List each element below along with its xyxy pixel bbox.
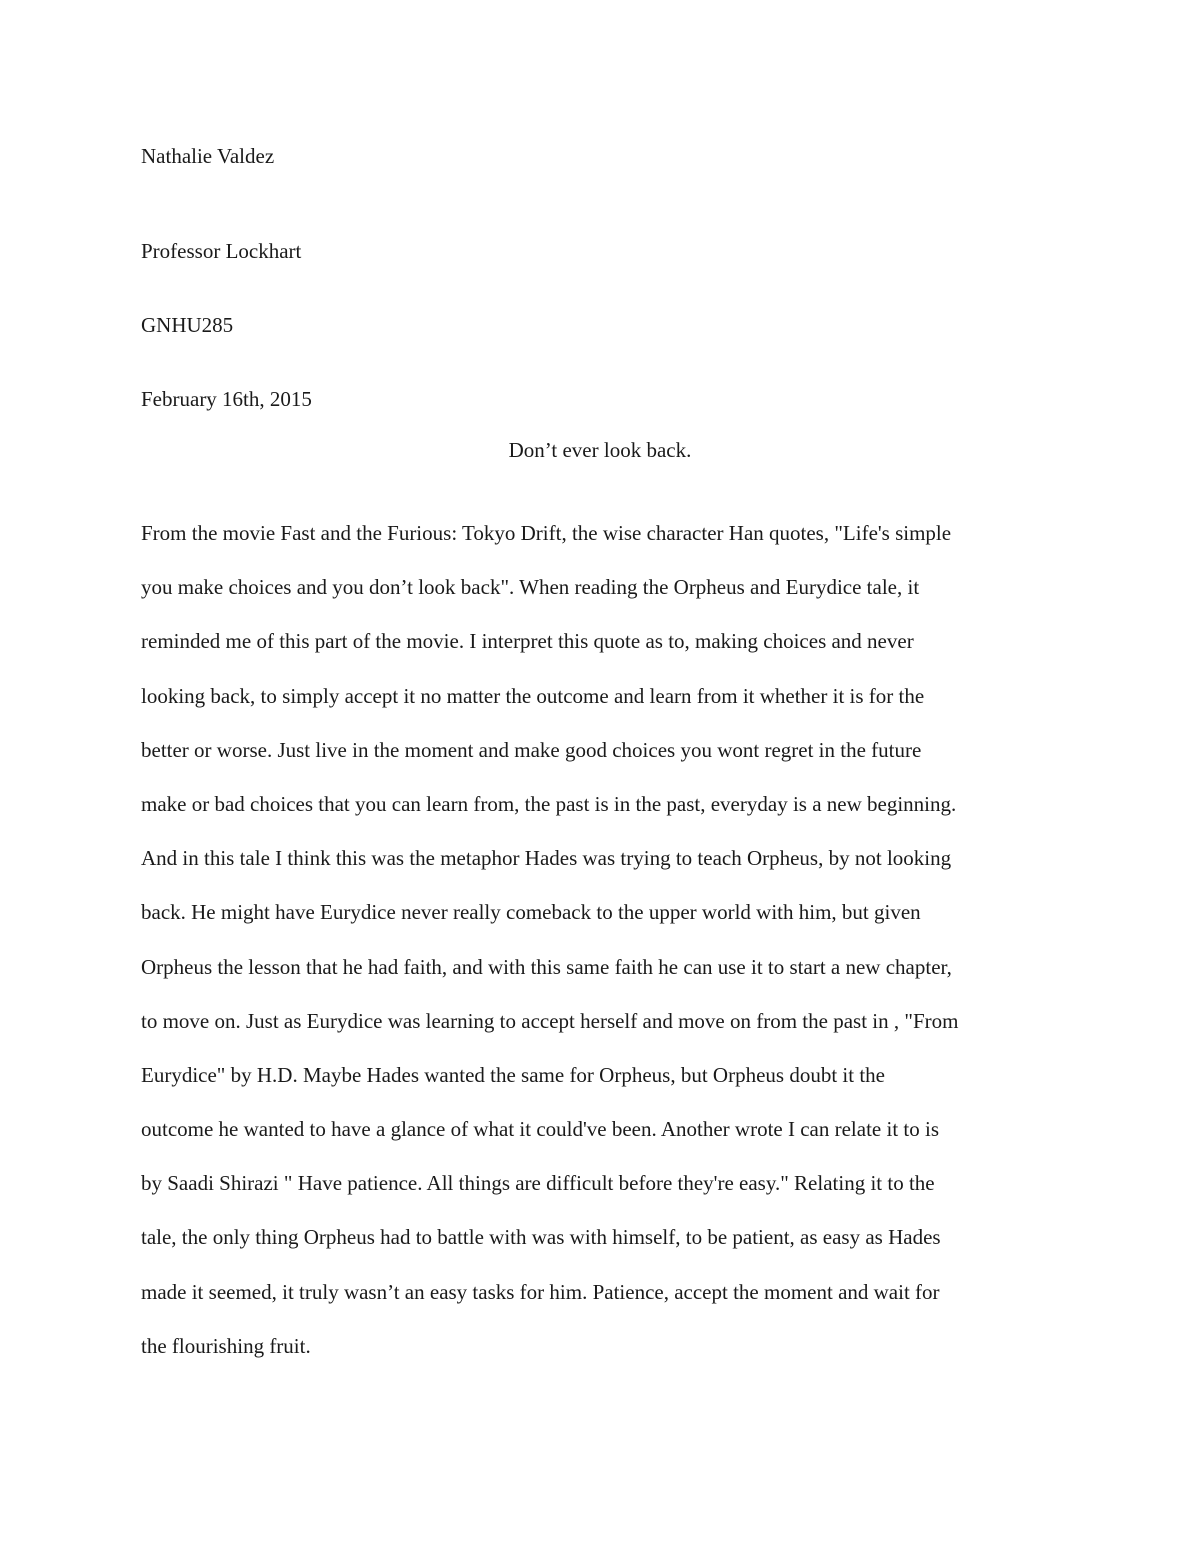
body-line: looking back, to simply accept it no matter the outcome and learn from it whether it is for the [141, 683, 925, 708]
body-line: tale, the only thing Orpheus had to battle with was with himself, to be patient, as easy as Hades [141, 1225, 941, 1250]
body-line: Eurydice" by H.D. Maybe Hades wanted the same for Orpheus, but Orpheus doubt it the [141, 1062, 885, 1087]
essay-title: Don’t ever look back. [508, 438, 692, 462]
date-line: February 16th, 2015 [141, 387, 312, 411]
body-line: made it seemed, it truly wasn’t an easy tasks for him. Patience, accept the moment and wait for [141, 1279, 940, 1304]
essay-body [141, 506, 1061, 1373]
course-code: GNHU285 [141, 313, 234, 337]
body-line: make or bad choices that you can learn from, the past is in the past, everyday is a new beginning. [141, 791, 957, 816]
body-line: back. He might have Eurydice never really comeback to the upper world with him, but given [141, 900, 921, 925]
instructor-name: Professor Lockhart [141, 239, 302, 263]
mla-heading [141, 140, 1061, 436]
body-line: And in this tale I think this was the metaphor Hades was trying to teach Orpheus, by not looking [141, 846, 952, 871]
body-line: by Saadi Shirazi " Have patience. All things are difficult before they're easy." Relating it to the [141, 1171, 935, 1196]
body-line: reminded me of this part of the movie. I interpret this quote as to, making choices and never [141, 629, 914, 654]
body-line: the flourishing fruit. [141, 1333, 311, 1358]
body-line: you make choices and you don’t look back". When reading the Orpheus and Eurydice tale, it [141, 575, 920, 600]
body-line: to move on. Just as Eurydice was learning to accept herself and move on from the past in , "From [141, 1008, 959, 1033]
body-line: Orpheus the lesson that he had faith, and with this same faith he can use it to start a new chapter, [141, 954, 952, 979]
body-line: From the movie Fast and the Furious: Tokyo Drift, the wise character Han quotes, "Life's simple [141, 521, 952, 545]
body-line: better or worse. Just live in the moment and make good choices you wont regret in the future [141, 737, 922, 762]
student-name: Nathalie Valdez [141, 144, 275, 168]
body-line: outcome he wanted to have a glance of what it could've been. Another wrote I can relate it to is [141, 1117, 939, 1142]
